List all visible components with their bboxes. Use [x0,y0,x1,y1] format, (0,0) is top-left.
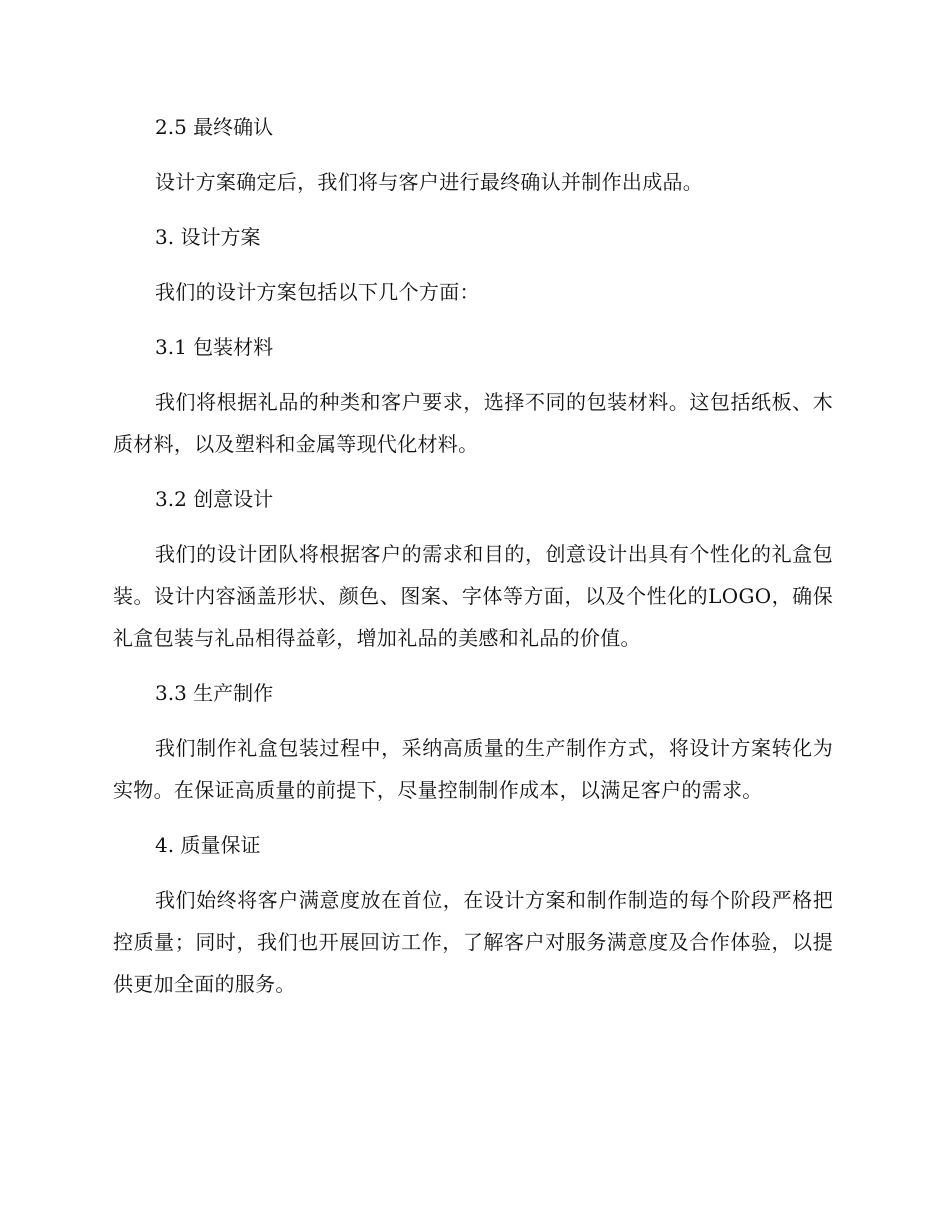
paragraph-quality-assurance: 我们始终将客户满意度放在首位，在设计方案和制作制造的每个阶段严格把控质量；同时，我们也开展回访工作，了解客户对服务满意度及合作体验，以提供更加全面的服务。 [113,888,833,996]
document-content [113,106,833,1018]
paragraph-final-confirmation: 设计方案确定后，我们将与客户进行最终确认并制作出成品。 [155,170,704,194]
paragraph-packaging-materials: 我们将根据礼品的种类和客户要求，选择不同的包装材料。这包括纸板、木质材料，以及塑料和金属等现代化材料。 [113,390,833,456]
section-heading-3: 3. 设计方案 [155,225,261,249]
section-heading-3-3: 3.3 生产制作 [155,681,274,705]
section-heading-3-1: 3.1 包装材料 [155,335,274,359]
paragraph-design-plan-intro: 我们的设计方案包括以下几个方面： [155,280,480,304]
section-heading-3-2: 3.2 创意设计 [155,487,274,511]
paragraph-creative-design: 我们的设计团队将根据客户的需求和目的，创意设计出具有个性化的礼盒包装。设计内容涵盖形状、颜色、图案、字体等方面，以及个性化的LOGO，确保礼盒包装与礼品相得益彰，增加礼品的美感和礼品的价值。 [113,542,833,650]
section-heading-2-5: 2.5 最终确认 [155,115,274,139]
section-heading-4: 4. 质量保证 [155,833,261,857]
paragraph-production: 我们制作礼盒包装过程中，采纳高质量的生产制作方式，将设计方案转化为实物。在保证高质量的前提下，尽量控制制作成本，以满足客户的需求。 [113,736,833,802]
